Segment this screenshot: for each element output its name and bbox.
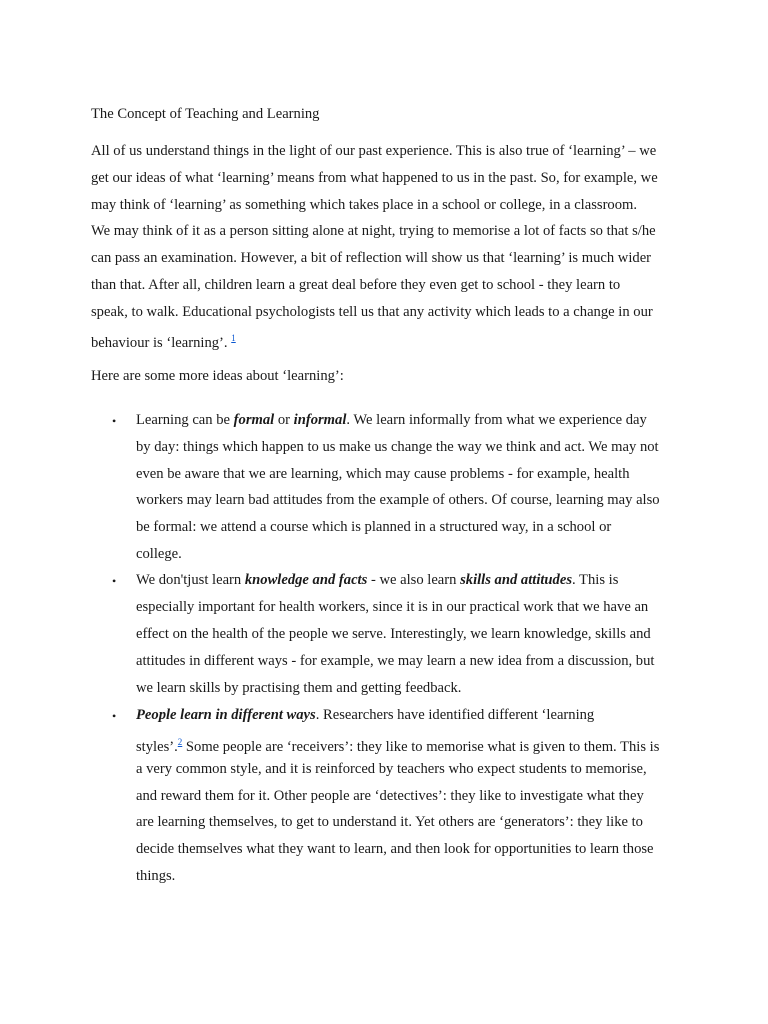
text-run: We don'tjust learn bbox=[136, 572, 245, 588]
paragraph-line bbox=[91, 328, 236, 353]
list-intro: Here are some more ideas about ‘learning’: bbox=[91, 368, 344, 384]
paragraph-line: may think of ‘learning’ as something which takes place in a school or college, in a classroom. bbox=[91, 197, 638, 213]
emphasis-text: informal bbox=[293, 412, 347, 428]
text-run: Learning can be bbox=[136, 412, 234, 428]
paragraph-line: All of us understand things in the light of our past experience. This is also true of ‘learning’ – we bbox=[91, 143, 657, 159]
paragraph-line: than that. After all, children learn a great deal before they even get to school - they learn to bbox=[91, 277, 621, 293]
text-run: styles’. bbox=[136, 739, 178, 755]
document-title: The Concept of Teaching and Learning bbox=[91, 106, 320, 122]
paragraph-line: speak, to walk. Educational psychologists tell us that any activity which leads to a change in our bbox=[91, 304, 653, 320]
list-item-line: a very common style, and it is reinforced by teachers who expect students to memorise, bbox=[136, 761, 647, 777]
text-run: - we also learn bbox=[367, 572, 461, 588]
list-item-line: are learning themselves, to get to understand it. Yet others are ‘generators’: they like to bbox=[136, 814, 643, 830]
list-item-line: effect on the health of the people we serve. Interestingly, we learn knowledge, skills and bbox=[136, 626, 651, 642]
emphasis-text: skills and attitudes bbox=[460, 572, 573, 588]
text-run: Some people are ‘receivers’: they like to memorise what is given to them. This is bbox=[182, 739, 660, 755]
footnote-link[interactable]: 2 bbox=[177, 737, 183, 747]
list-item-line: decide themselves what they want to learn, and then look for opportunities to learn those bbox=[136, 841, 654, 857]
list-item-line: especially important for health workers, since it is in our practical work that we have an bbox=[136, 599, 649, 615]
list-item-line: and reward them for it. Other people are ‘detectives’: they like to investigate what they bbox=[136, 788, 644, 804]
paragraph-line: We may think of it as a person sitting alone at night, trying to memorise a lot of facts so that s/he bbox=[91, 223, 656, 239]
footnote-link[interactable]: 1 bbox=[231, 333, 236, 343]
bullet-marker: • bbox=[112, 414, 117, 428]
text-run: . Researchers have identified different ‘learning bbox=[315, 707, 595, 723]
list-item-line: attitudes in different ways - for example, we may learn a new idea from a discussion, but bbox=[136, 653, 655, 669]
text-run: or bbox=[274, 412, 294, 428]
paragraph-line: get our ideas of what ‘learning’ means from what happened to us in the past. So, for example, we bbox=[91, 170, 658, 186]
list-item-line bbox=[136, 705, 594, 725]
paragraph-line: can pass an examination. However, a bit of reflection will show us that ‘learning’ is much wider bbox=[91, 250, 652, 266]
list-item-line bbox=[136, 570, 618, 590]
list-item-line bbox=[136, 732, 659, 757]
list-item-line: by day: things which happen to us make us change the way we think and act. We may not bbox=[136, 439, 659, 455]
bullet-marker: • bbox=[112, 709, 117, 723]
text-run: . This is bbox=[572, 572, 619, 588]
emphasis-text: People learn in different ways bbox=[136, 707, 316, 723]
list-item-line: things. bbox=[136, 868, 176, 884]
paragraph-line-text: behaviour is ‘learning’. bbox=[91, 335, 228, 351]
text-run: . We learn informally from what we experience day bbox=[346, 412, 647, 428]
list-item-line bbox=[136, 410, 647, 430]
list-item-line: we learn skills by practising them and getting feedback. bbox=[136, 680, 462, 696]
emphasis-text: formal bbox=[233, 412, 275, 428]
list-item-line: be formal: we attend a course which is planned in a structured way, in a school or bbox=[136, 519, 612, 535]
list-item-line: even be aware that we are learning, which may cause problems - for example, health bbox=[136, 466, 630, 482]
bullet-marker: • bbox=[112, 574, 117, 588]
list-item-line: workers may learn bad attitudes from the example of others. Of course, learning may also bbox=[136, 492, 660, 508]
list-item-line: college. bbox=[136, 546, 182, 562]
emphasis-text: knowledge and facts bbox=[244, 572, 368, 588]
